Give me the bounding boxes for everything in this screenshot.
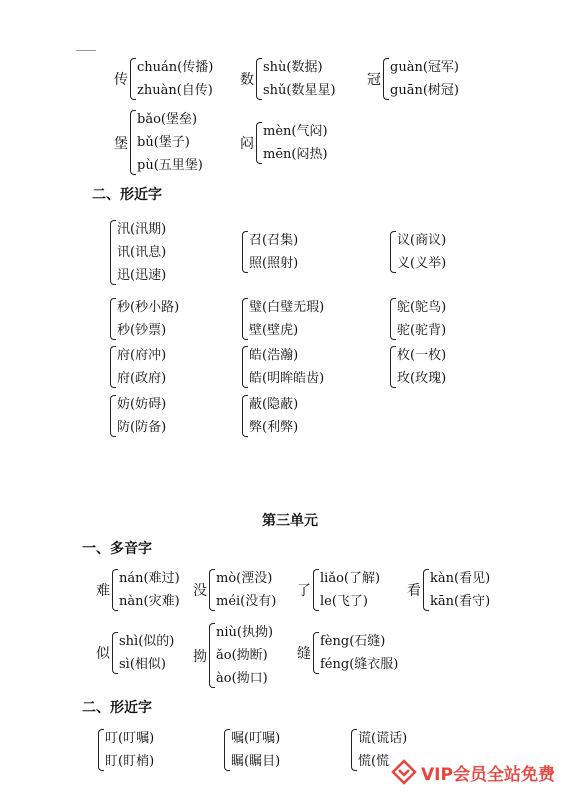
poly-group-chuan [114, 56, 213, 102]
poly-item: shǔ(数星星) [263, 83, 336, 98]
poly-item: shì(似的) [119, 634, 175, 649]
brace [256, 122, 262, 164]
similar-item: 壁(壁虎) [249, 323, 299, 338]
poly-head: 闷 [240, 136, 254, 152]
poly-item: bǔ(堡子) [137, 135, 190, 150]
poly-item: fèng(石缝) [320, 634, 386, 649]
similar-group [98, 727, 154, 773]
poly-item: mèn(气闷) [263, 124, 328, 139]
brace [390, 346, 396, 388]
similar-item: 议(商议) [397, 233, 447, 248]
poly-item: mò(湮没) [216, 571, 273, 586]
similar-item: 讯(讯息) [117, 245, 167, 260]
brace [98, 729, 104, 771]
poly-item: niù(执拗) [216, 625, 274, 640]
brace [110, 346, 116, 388]
poly-item: liǎo(了解) [320, 571, 381, 586]
poly-item: bǎo(堡垒) [137, 112, 198, 127]
similar-group [390, 229, 446, 275]
similar-item: 盯(盯梢) [105, 754, 155, 769]
poly-item: nán(难过) [119, 571, 180, 586]
similar-item: 谎(谎话) [358, 731, 408, 746]
poly-item: féng(缝衣服) [320, 657, 399, 672]
similar-item: 义(义举) [397, 256, 447, 271]
similar-item: 枚(一枚) [397, 348, 447, 363]
poly-group-mei [193, 567, 276, 613]
poly-item: le(飞了) [320, 594, 368, 609]
similar-item: 防(防备) [117, 420, 167, 435]
poly-group-bao [114, 108, 203, 177]
brace [390, 298, 396, 340]
brace [242, 231, 248, 273]
similar-item: 迅(迅速) [117, 268, 167, 283]
brace [110, 220, 116, 285]
similar-group [242, 229, 298, 275]
similar-item: 照(照射) [249, 256, 299, 271]
poly-head: 看 [407, 583, 421, 599]
poly-head: 冠 [367, 72, 381, 88]
page-corner-mark [76, 50, 96, 51]
brace [351, 729, 357, 771]
poly-head: 堡 [114, 135, 128, 152]
poly-head: 了 [297, 583, 311, 599]
poly-item: chuán(传播) [137, 60, 214, 75]
similar-item: 瞩(瞩目) [231, 754, 281, 769]
poly-item: pù(五里堡) [137, 158, 203, 173]
poly-group-feng [297, 630, 398, 676]
poly-item: méi(没有) [216, 594, 277, 609]
brace [110, 395, 116, 437]
similar-item: 秒(秒小路) [117, 300, 180, 315]
poly-group-shu [240, 56, 336, 102]
similar-item: 慌(慌 [358, 754, 390, 769]
poly-item: kān(看守) [430, 594, 491, 609]
brace [256, 58, 262, 100]
poly-group-kan [407, 567, 490, 613]
similar-group [390, 296, 446, 342]
similar-group [242, 344, 324, 390]
similar-item: 召(召集) [249, 233, 299, 248]
similar-item: 秒(钞票) [117, 323, 167, 338]
section-title-polyphonic: 一、多音字 [82, 541, 152, 557]
poly-head: 传 [114, 72, 128, 88]
poly-item: guàn(冠军) [390, 60, 459, 75]
brace [224, 729, 230, 771]
similar-item: 驼(驼背) [397, 323, 447, 338]
similar-item: 璧(白璧无瑕) [249, 300, 325, 315]
poly-group-si [96, 630, 174, 676]
similar-group [110, 344, 166, 390]
unit-title: 第三单元 [262, 513, 318, 529]
brace [313, 569, 319, 611]
poly-item: ào(拗口) [216, 671, 268, 686]
brace [423, 569, 429, 611]
brace [110, 298, 116, 340]
poly-item: ǎo(拗断) [216, 648, 268, 663]
poly-head: 似 [96, 646, 110, 662]
similar-group [242, 393, 298, 439]
similar-item: 叮(叮嘱) [105, 731, 155, 746]
poly-item: kàn(看见) [430, 571, 491, 586]
poly-head: 缝 [297, 646, 311, 662]
poly-head: 没 [193, 583, 207, 599]
brace [112, 632, 118, 674]
similar-group [110, 296, 179, 342]
similar-group [110, 218, 166, 287]
section-title-similar: 二、形近字 [92, 187, 162, 203]
similar-item: 妨(妨碍) [117, 397, 167, 412]
poly-head: 难 [96, 583, 110, 599]
similar-item: 皓(明眸皓齿) [249, 371, 325, 386]
poly-group-men [240, 120, 328, 166]
poly-group-le [297, 567, 380, 613]
brace [242, 346, 248, 388]
similar-item: 弊(利弊) [249, 420, 299, 435]
brace [242, 395, 248, 437]
similar-item: 汛(汛期) [117, 222, 167, 237]
brace [242, 298, 248, 340]
brace [112, 569, 118, 611]
similar-group [390, 344, 446, 390]
poly-head: 拗 [193, 648, 207, 665]
similar-item: 鸵(鸵鸟) [397, 300, 447, 315]
poly-item: guān(树冠) [390, 83, 459, 98]
similar-item: 蔽(隐蔽) [249, 397, 299, 412]
similar-item: 皓(浩瀚) [249, 348, 299, 363]
similar-group [110, 393, 166, 439]
vip-logo-icon [391, 759, 417, 785]
poly-item: zhuàn(自传) [137, 83, 213, 98]
similar-group [224, 727, 280, 773]
similar-group [242, 296, 324, 342]
poly-group-nan [96, 567, 180, 613]
brace [130, 58, 136, 100]
brace [209, 569, 215, 611]
section-title-similar: 二、形近字 [82, 700, 152, 716]
poly-group-guan [367, 56, 459, 102]
similar-item: 嘱(叮嘱) [231, 731, 281, 746]
poly-item: shù(数据) [263, 60, 323, 75]
brace [383, 58, 389, 100]
brace [209, 623, 215, 688]
poly-item: nàn(灾难) [119, 594, 180, 609]
similar-item: 玫(玫瑰) [397, 371, 447, 386]
poly-head: 数 [240, 72, 254, 88]
vip-watermark[interactable] [391, 750, 581, 794]
brace [390, 231, 396, 273]
poly-group-niu [193, 621, 273, 690]
poly-item: mēn(闷热) [263, 147, 328, 162]
poly-item: sì(相似) [119, 657, 166, 672]
brace [130, 110, 136, 175]
watermark-text: VIP会员全站免费 [421, 764, 555, 785]
brace [313, 632, 319, 674]
similar-item: 府(府冲) [117, 348, 167, 363]
similar-item: 府(政府) [117, 371, 167, 386]
